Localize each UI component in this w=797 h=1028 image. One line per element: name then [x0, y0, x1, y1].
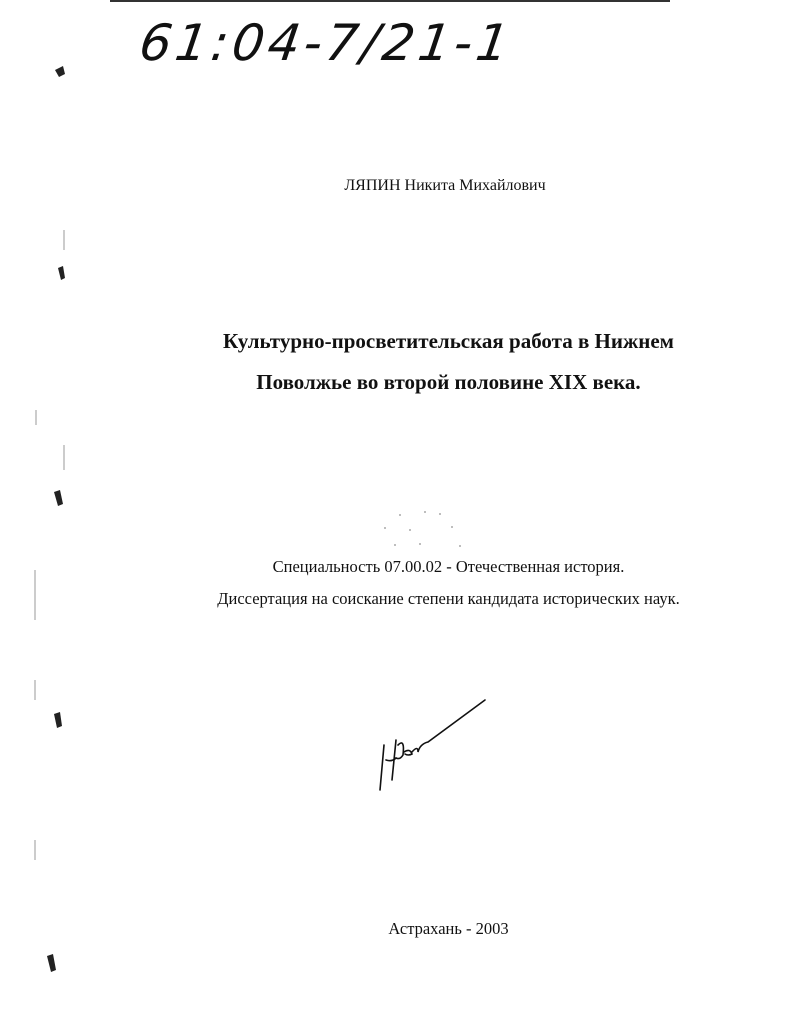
dissertation-title-line-1: Культурно-просветительская работа в Нижнем [223, 329, 674, 353]
signature [380, 700, 485, 790]
degree-statement: Диссертация на соискание степени кандидата исторических наук. [217, 589, 680, 608]
handwritten-registration-number: 61:04-7/21-1 [135, 14, 517, 72]
dissertation-title-line-2: Поволжье во второй половине XIX века. [256, 370, 641, 394]
city-year: Астрахань - 2003 [388, 919, 509, 938]
binding-hole-marks [47, 66, 65, 972]
faint-stamp-noise [384, 511, 461, 547]
specialty: Специальность 07.00.02 - Отечественная история. [272, 557, 625, 576]
author-name: ЛЯПИН Никита Михайлович [344, 177, 546, 194]
